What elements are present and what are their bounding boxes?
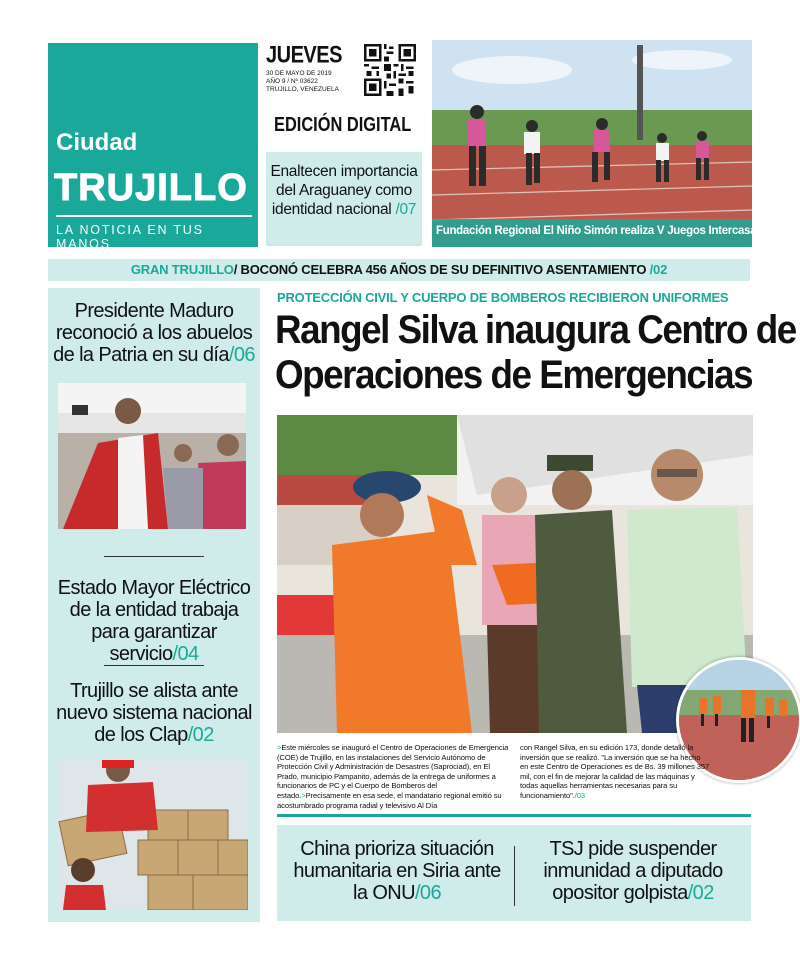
photo-rangel-silva[interactable] [277, 415, 753, 733]
teaser-araguaney-page: /07 [395, 201, 417, 218]
masthead-ciudad: Ciudad [56, 129, 138, 156]
photo-juegos-intercasas[interactable] [432, 40, 752, 247]
lead-body-col2-text: con Rangel Silva, en su edición 173, donde detalló la inversión que se realizó. "La inversión que se ha hecho en este Centro de Operaciones es de Bs. 39 millones 357 mil, con el fin de mejorar la calidad de las máquinas y todas aquellas herramientas necesarias para su funcionamiento". [520, 743, 710, 800]
story-maduro-text: Presidente Maduro reconoció a los abuelos de la Patria en su día [53, 300, 253, 366]
story-tsj-page: /02 [687, 882, 714, 904]
lead-kicker: PROTECCIÓN CIVIL Y CUERPO DE BOMBEROS RECIBIERON UNIFORMES [277, 290, 729, 305]
sidebar-story-maduro[interactable] [52, 300, 256, 366]
headline-line-1: Rangel Silva inaugura Centro de [275, 308, 796, 352]
issue-place: TRUJILLO, VENEZUELA [266, 86, 339, 93]
story-electrico-text: Estado Mayor Eléctrico de la entidad trabaja para garantizar servicio [57, 577, 251, 665]
lead-body-col1b-text: Precisamente en esa sede, el mandatario regional emitió su acostumbrado programa radial y televisivo Al Día [277, 790, 502, 810]
masthead-tagline: LA NOTICIA EN TUS MANOS [56, 223, 204, 251]
story-electrico-page: /04 [172, 643, 199, 665]
teaser-araguaney-text: Enaltecen importancia del Araguaney como identidad nacional [270, 163, 418, 218]
story-tsj-text: TSJ pide suspender inmunidad a diputado opositor golpista [543, 838, 723, 904]
masthead-divider [56, 215, 252, 217]
story-maduro-page: /06 [228, 344, 255, 366]
section-band[interactable] [48, 259, 750, 281]
lead-body-col2-page: /03 [574, 790, 585, 800]
issue-day: JUEVES [266, 42, 342, 69]
masthead-trujillo: TRUJILLO [54, 167, 248, 209]
story-clap-page: /02 [187, 724, 214, 746]
sidebar-story-clap[interactable] [52, 680, 256, 746]
bottom-story-tsj[interactable] [526, 838, 740, 904]
bottom-divider [514, 846, 515, 906]
bottom-rule [277, 814, 751, 817]
band-section: GRAN TRUJILLO [130, 262, 234, 277]
edition-label: EDICIÓN DIGITAL [274, 114, 412, 136]
photo-caption-juegos[interactable]: Fundación Regional El Niño Simón realiza V Juegos Intercasas/07 [432, 219, 752, 247]
band-page: /02 [649, 262, 668, 277]
band-text: / BOCONÓ CELEBRA 456 AÑOS DE SU DEFINITIVO ASENTAMIENTO [233, 262, 650, 277]
issue-info [266, 70, 339, 94]
story-clap-text: Trujillo se alista ante nuevo sistema nacional de los Clap [56, 680, 252, 746]
teaser-araguaney[interactable] [266, 152, 422, 246]
issue-date: 30 DE MAYO DE 2019 [266, 70, 332, 77]
sidebar-divider [104, 665, 204, 666]
lead-body-col1-text: Este miércoles se inauguró el Centro de Operaciones de Emergencia (COE) de Trujillo, en las instalaciones del Servicio Autónomo de Protección Civil y Administración de Desastres (Saprociad), en El Prado, municipio Pampanito, además de la entrega de uniformes a funcionarios de PC y el Cuerpo de Bomberos del estado. [277, 743, 509, 800]
lead-body-column-1: >Este miércoles se inauguró el Centro de Operaciones de Emergencia (COE) de Trujillo, en las instalaciones del Servicio Autónomo de Protección Civil y Administración de Desastres (Saprociad), en El Prado, municipio Pampanito, además de la entrega de uniformes a funcionarios de PC y el Cuerpo de Bomberos del estado.>Precisamente en esa sede, el mandatario regional emitió su acostumbrado programa radial y televisivo Al Día [277, 743, 509, 810]
masthead-logo [48, 43, 258, 251]
lead-body-column-2 [520, 743, 710, 801]
sidebar-divider [104, 556, 204, 557]
lead-headline[interactable] [275, 308, 796, 398]
sidebar-story-electrico[interactable] [52, 577, 256, 665]
photo-clap-boxes[interactable] [58, 760, 248, 910]
headline-line-2: Operaciones de Emergencias [275, 353, 753, 397]
story-china-page: /06 [414, 882, 441, 904]
photo-maduro-abuelos[interactable] [58, 383, 246, 529]
qr-code-icon[interactable] [364, 44, 416, 96]
bottom-story-china[interactable] [288, 838, 506, 904]
story-china-text: China prioriza situación humanitaria en Siria ante la ONU [293, 838, 501, 904]
issue-number: AÑO 9 / Nº 03622 [266, 78, 318, 85]
